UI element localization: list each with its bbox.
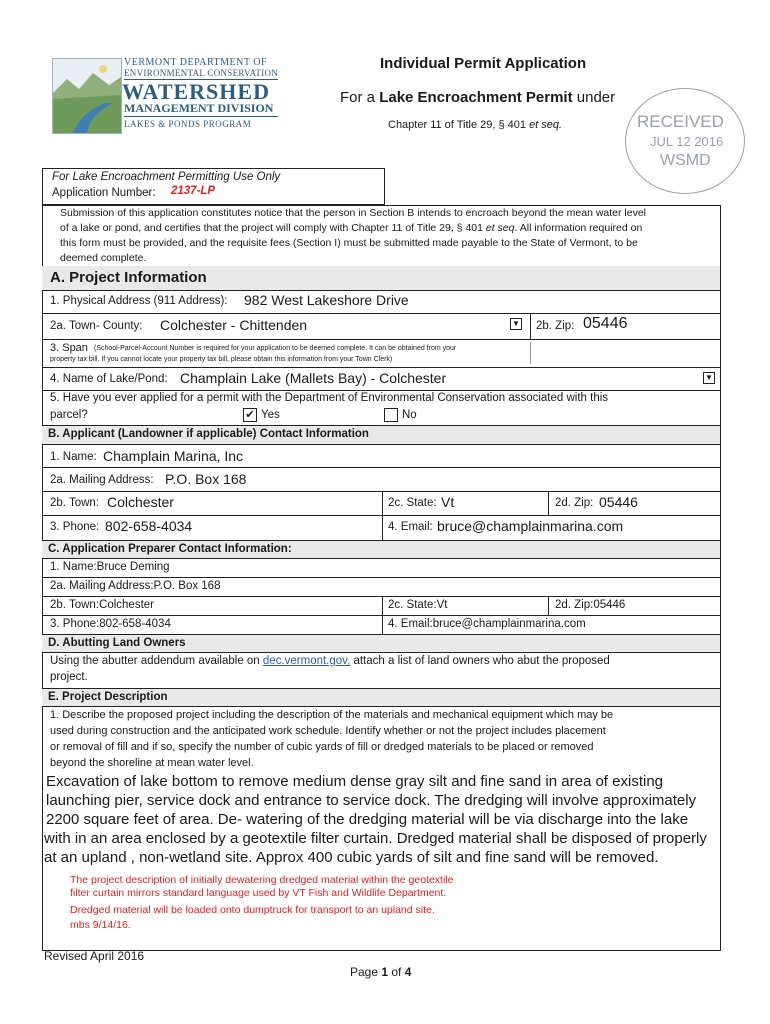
applicant-email-field[interactable]: bruce@champlainmarina.com bbox=[437, 518, 624, 534]
applicant-mail-label: 2a. Mailing Address: bbox=[50, 474, 154, 486]
row-b2-line bbox=[42, 467, 721, 468]
stamp-date-text: JUL 12 2016 bbox=[650, 134, 724, 149]
reviewer-note-line: filter curtain mirrors standard language used by VT Fish and Wildlife Department. bbox=[70, 887, 447, 899]
lake-pond-label: 4. Name of Lake/Pond: bbox=[50, 373, 168, 385]
section-e-header: E. Project Description bbox=[42, 689, 720, 706]
span-note-1: (School-Parcel-Account Number is required for your application to be deemed complete. It can be obtained from your bbox=[94, 345, 457, 352]
office-use-title: For Lake Encroachment Permitting Use Only bbox=[52, 171, 281, 183]
applicant-town-field[interactable]: Colchester bbox=[107, 494, 174, 510]
row-e1-line bbox=[42, 706, 721, 707]
row-c2-line bbox=[42, 577, 721, 578]
application-number-label: Application Number: bbox=[52, 187, 156, 199]
form-left-border bbox=[42, 205, 43, 951]
description-answer-line: Excavation of lake bottom to remove medium dense gray silt and fine sand in area of existing bbox=[46, 773, 663, 790]
stamp-office-text: WSMD bbox=[660, 152, 711, 169]
no-checkbox[interactable] bbox=[384, 408, 398, 422]
preparer-town-field[interactable]: 2b. Town:Colchester bbox=[50, 599, 154, 611]
applicant-phone-field[interactable]: 802-658-4034 bbox=[105, 518, 193, 534]
form-chapter-reference: Chapter 11 of Title 29, § 401 et seq. bbox=[388, 119, 563, 131]
reviewer-note-line: mbs 9/14/16. bbox=[70, 919, 131, 931]
watershed-logo-image bbox=[52, 58, 122, 134]
span-field[interactable] bbox=[532, 341, 718, 365]
prior-permit-question-cont: parcel? bbox=[50, 409, 88, 421]
zip-b-divider bbox=[548, 491, 549, 515]
town-county-dropdown-icon[interactable]: ▼ bbox=[510, 318, 522, 330]
description-answer-line: launching pier, service dock and entrance to service dock. The dredging will involve approximately bbox=[46, 792, 697, 809]
section-a-title: A. Project Information bbox=[50, 269, 207, 286]
page-number: Page 1 of 4 bbox=[350, 965, 412, 979]
notice-line-3: this form must be provided, and the requisite fees (Section I) must be submitted made payable to the State of Vermont, to be bbox=[60, 237, 638, 249]
lake-pond-dropdown-icon[interactable]: ▼ bbox=[703, 372, 715, 384]
applicant-state-field[interactable]: Vt bbox=[441, 494, 455, 510]
section-b-header: B. Applicant (Landowner if applicable) Contact Information bbox=[42, 426, 720, 444]
description-question-3: or removal of fill and if so, specify the number of cubic yards of fill or dredged materials to be placed or removed bbox=[50, 741, 594, 753]
row-a3-line bbox=[42, 339, 721, 340]
description-answer-line: at an upland , non-wetland site. Approx 400 cubic yards of silt and fine sand will be removed. bbox=[44, 849, 659, 866]
row-d1-line bbox=[42, 652, 721, 653]
row-a1-line bbox=[42, 290, 721, 291]
row-a4-line bbox=[42, 367, 721, 368]
yes-label: Yes bbox=[261, 409, 280, 421]
zip-label: 2b. Zip: bbox=[536, 320, 575, 332]
application-number-value: 2137-LP bbox=[171, 185, 216, 197]
row-b4-line bbox=[42, 515, 721, 516]
preparer-email-field[interactable]: 4. Email:bruce@champlainmarina.com bbox=[388, 618, 586, 630]
abutter-instructions-cont: project. bbox=[50, 671, 88, 683]
preparer-zip-divider bbox=[548, 596, 549, 615]
form-title: Individual Permit Application bbox=[380, 55, 587, 72]
no-label: No bbox=[402, 409, 417, 421]
logo-department-line: VERMONT DEPARTMENT OF bbox=[124, 57, 268, 68]
applicant-state-label: 2c. State: bbox=[388, 497, 437, 509]
preparer-name-field[interactable]: 1. Name:Bruce Deming bbox=[50, 561, 170, 573]
applicant-name-field[interactable]: Champlain Marina, Inc bbox=[103, 448, 244, 464]
applicant-mail-field[interactable]: P.O. Box 168 bbox=[165, 471, 247, 487]
zip-divider bbox=[530, 313, 531, 339]
description-answer-line: 2200 square feet of area. De- watering of the dredging material will be via discharge into the lake bbox=[46, 811, 689, 828]
notice-line-4: deemed complete. bbox=[60, 252, 147, 264]
logo-watershed-text: WATERSHED bbox=[122, 79, 270, 104]
town-county-field[interactable]: Colchester - Chittenden bbox=[160, 317, 308, 333]
logo-divider-bottom bbox=[124, 116, 278, 117]
town-county-label: 2a. Town- County: bbox=[50, 320, 143, 332]
dec-vermont-link[interactable]: dec.vermont.gov, bbox=[262, 655, 351, 667]
zip-field[interactable]: 05446 bbox=[583, 315, 628, 332]
logo-division-text: MANAGEMENT DIVISION bbox=[124, 101, 274, 115]
notice-line-2: of a lake or pond, and certifies that the project will comply with Chapter 11 of Title 29, § 401 et seq. All information required on bbox=[60, 222, 643, 234]
row-a2-line bbox=[42, 313, 721, 314]
description-question-2: used during construction and the anticipated work schedule. Identify whether or not the project includes placement bbox=[50, 725, 606, 737]
yes-checkbox[interactable]: ✔ bbox=[243, 408, 257, 422]
reviewer-note-line: Dredged material will be loaded onto dumptruck for transport to an upland site. bbox=[70, 904, 435, 916]
row-b1-line bbox=[42, 444, 721, 445]
logo-conservation-line: ENVIRONMENTAL CONSERVATION bbox=[124, 68, 279, 78]
row-c1-line bbox=[42, 558, 721, 559]
notice-line-1: Submission of this application constitutes notice that the person in Section B intends to encroach beyond the mean water level bbox=[60, 207, 647, 219]
section-c-header: C. Application Preparer Contact Information: bbox=[42, 541, 720, 558]
row-c4-line bbox=[42, 615, 721, 616]
row-a5-line bbox=[42, 390, 721, 391]
span-note-2: property tax bill. If you cannot locate your property tax bill, please obtain this information from your Town Clerk) bbox=[50, 356, 393, 363]
applicant-email-label: 4. Email: bbox=[388, 521, 433, 533]
revision-date: Revised April 2016 bbox=[44, 949, 145, 963]
section-d-header: D. Abutting Land Owners bbox=[42, 635, 720, 652]
physical-address-label: 1. Physical Address (911 Address): bbox=[50, 295, 228, 307]
preparer-mail-field[interactable]: 2a. Mailing Address:P.O. Box 168 bbox=[50, 580, 221, 592]
span-field-divider bbox=[530, 342, 531, 364]
applicant-town-label: 2b. Town: bbox=[50, 497, 100, 509]
reviewer-note-line: The project description of initially dewatering dredged material within the geotextile bbox=[70, 874, 454, 886]
description-question-1: 1. Describe the proposed project including the description of the materials and mechanical equipment which may be bbox=[50, 709, 614, 721]
applicant-zip-field[interactable]: 05446 bbox=[599, 494, 638, 510]
abutter-instructions: Using the abutter addendum available on dec.vermont.gov, attach a list of land owners who abut the proposed bbox=[50, 655, 610, 667]
preparer-phone-field[interactable]: 3. Phone:802-658-4034 bbox=[50, 618, 171, 630]
applicant-zip-label: 2d. Zip: bbox=[555, 497, 594, 509]
applicant-phone-label: 3. Phone: bbox=[50, 521, 100, 533]
preparer-zip-field[interactable]: 2d. Zip:05446 bbox=[555, 599, 626, 611]
lake-pond-field[interactable]: Champlain Lake (Mallets Bay) - Colchester bbox=[180, 370, 447, 386]
physical-address-field[interactable]: 982 West Lakeshore Drive bbox=[244, 292, 409, 308]
applicant-name-label: 1. Name: bbox=[50, 451, 97, 463]
description-question-4: beyond the shoreline at mean water level. bbox=[50, 757, 254, 769]
form-subtitle: For a Lake Encroachment Permit under bbox=[340, 89, 616, 106]
prior-permit-question: 5. Have you ever applied for a permit with the Department of Environmental Conservation associated with this bbox=[50, 392, 609, 404]
logo-program-text: LAKES & PONDS PROGRAM bbox=[124, 119, 252, 129]
preparer-state-field[interactable]: 2c. State:Vt bbox=[388, 599, 448, 611]
description-answer-line: with in an area enclosed by a geotextile filter curtain. Dredged material shall be disposed of properly bbox=[44, 830, 707, 847]
form-right-border bbox=[720, 205, 721, 951]
stamp-received-text: RECEIVED bbox=[637, 112, 724, 131]
span-label: 3. Span bbox=[50, 342, 88, 354]
